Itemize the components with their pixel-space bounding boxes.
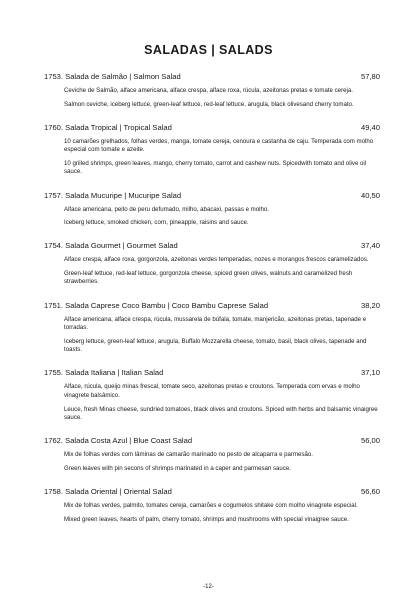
menu-item-number: 1758. <box>44 486 64 496</box>
menu-item-price: 37,40 <box>360 241 380 251</box>
menu-item <box>44 191 380 228</box>
menu-item-number: 1751. <box>44 300 64 310</box>
menu-item-name <box>44 191 355 201</box>
description-portuguese: Mix de folhas verdes com lâminas de camarão marinado no pesto de alcaparra e parmesão. <box>64 451 313 459</box>
menu-item-number: 1760. <box>44 122 64 132</box>
menu-item-title: Salada Gourmet | Gourmet Salad <box>65 241 178 251</box>
page-title: SALADAS | SALADS <box>144 43 273 57</box>
menu-item <box>44 241 380 287</box>
description-english: Green leaves with pin secons of shrimps marinated in a caper and parmesan sauce. <box>64 464 291 472</box>
menu-item-title: Salada Oriental | Oriental Salad <box>65 486 172 496</box>
menu-item-title: Salada Tropical | Tropical Salad <box>65 122 172 132</box>
menu-item-number: 1753. <box>44 72 64 81</box>
menu-item-header <box>44 241 380 251</box>
menu-item-name <box>44 241 355 251</box>
description-english: Salmon ceviche, iceberg lettuce, green-leaf lettuce, red-leaf lettuce, arugula, black olivesand cherry tomato. <box>64 100 354 108</box>
menu-item-header <box>44 123 380 133</box>
description-english: Mixed green leaves, hearts of palm, cherry tomato, shrimps and mushrooms with special vinaigree sauce. <box>64 515 349 523</box>
menu-item-title: Salada Caprese Coco Bambu | Coco Bambu Caprese Salad <box>65 300 269 310</box>
description-portuguese: Alface americana, alface crespa, rúcula, mussarela de búfala, tomate, manjericão, azeitonas pretas, tapenade e torradas. <box>64 315 367 332</box>
menu-item <box>44 72 380 109</box>
menu-item <box>44 123 380 177</box>
menu-item-header <box>44 436 380 446</box>
description-english: Iceberg lettuce, smoked chicken, corn, pineapple, raisins and sauce. <box>64 219 249 227</box>
page-number: -12- <box>203 584 214 590</box>
description-portuguese: Mix de folhas verdes, palmito, tomates cereja, camarões e cogumelos shitake com molho vinagrete especial. <box>64 501 358 509</box>
menu-item-title: Salada Costa Azul | Blue Coast Salad <box>65 436 193 446</box>
menu-item-header <box>44 72 380 82</box>
menu-item-header <box>44 487 380 497</box>
salad-list <box>44 72 380 538</box>
menu-item <box>44 368 380 422</box>
menu-item-price: 37,10 <box>360 368 380 378</box>
menu-item-header <box>44 301 380 311</box>
description-english: Iceberg lettuce, green-leaf lettuce, arugula, Buffalo Mozzarella cheese, tomato, basil, black olives, tapenade and toasts. <box>64 337 367 354</box>
menu-item-name <box>44 72 355 82</box>
menu-item-header <box>44 191 380 201</box>
menu-item <box>44 301 380 355</box>
menu-item-title: Salada Mucuripe | Mucuripe Salad <box>65 190 182 200</box>
description-portuguese: Alface, rúcula, queijo minas frescal, tomate seco, azeitonas pretas e croutons. Temperada com ervas e molho vinagrete balsâmico. <box>64 383 360 399</box>
description-portuguese: Alface americana, peito de peru defumado, milho, abacaxi, passas e molho. <box>64 205 269 213</box>
menu-item-name <box>44 487 355 497</box>
menu-item-price: 49,40 <box>360 122 380 132</box>
menu-item-price: 38,20 <box>360 300 380 310</box>
menu-item-name <box>44 436 355 446</box>
menu-item-price: 56,60 <box>360 486 380 496</box>
description-portuguese: Alface crespa, alface roxa, gorgonzola, azeitonas verdes temperadas, nozes e morangos frescos caramelizados. <box>64 256 369 264</box>
description-english: Leuce, fresh Minas cheese, sundried tomatoes, black olives and croutons. Spiced with herbs and balsamic vinaigree sauce. <box>64 405 378 422</box>
menu-item-number: 1755. <box>44 368 64 378</box>
menu-item-name <box>44 368 355 378</box>
menu-item-number: 1754. <box>44 241 64 251</box>
menu-item-price: 57,80 <box>360 72 380 81</box>
description-portuguese: Ceviche de Salmão, alface americana, alface crespa, alface roxa, rúcula, azeitonas pretas e tomate cereja. <box>64 87 353 94</box>
description-portuguese: 10 camarões grelhados, folhas verdes, manga, tomate cereja, cenoura e castanha de caju. Temperada com molho especial com tomate e azeite. <box>64 137 374 154</box>
menu-item-header <box>44 368 380 378</box>
menu-item-name <box>44 301 355 311</box>
description-english: Green-leaf lettuce, red-leaf lettuce, gorgonzola cheese, spiced green olives, walnuts and caramelized fresh strawberries. <box>64 269 353 286</box>
menu-item-number: 1757. <box>44 190 64 200</box>
menu-item-price: 40,50 <box>360 190 380 200</box>
description-english: 10 grilled shrimps, green leaves, mango, cherry tomato, carrot and cashew nuts. Spicedwith tomato and olive oil sauce. <box>64 159 367 176</box>
menu-item-number: 1762. <box>44 436 64 446</box>
menu-item <box>44 487 380 524</box>
menu-item-name <box>44 123 355 133</box>
menu-item-price: 56,00 <box>360 436 380 446</box>
menu-item <box>44 436 380 473</box>
menu-item-title: Salada de Salmão | Salmon Salad <box>65 72 181 81</box>
menu-item-title: Salada Italiana | Italian Salad <box>65 368 164 378</box>
